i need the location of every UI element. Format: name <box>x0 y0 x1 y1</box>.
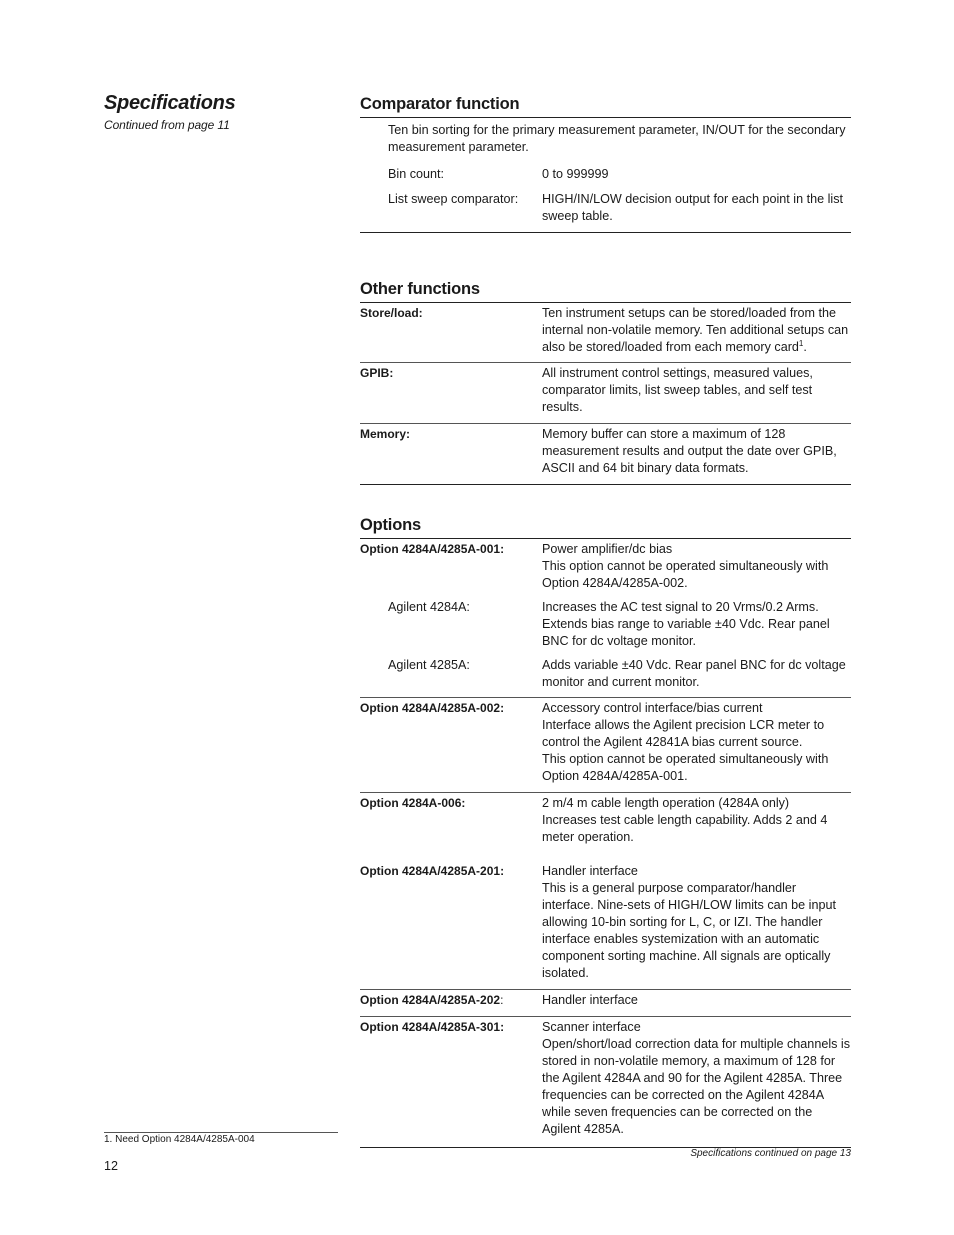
option-label: Option 4284A-006: <box>360 796 466 810</box>
spec-row <box>360 191 851 225</box>
option-row <box>360 697 851 785</box>
spec-value: Memory buffer can store a maximum of 128 measurement results and output the date over GPIB, ASCII and 64 bit binary data formats. <box>542 427 837 475</box>
option-label: Option 4284A/4285A-202: <box>360 993 504 1007</box>
section-heading: Comparator function <box>360 95 851 118</box>
spec-label: Memory: <box>360 427 411 441</box>
section-comparator <box>360 95 851 233</box>
option-label: Option 4284A/4285A-002: <box>360 701 505 715</box>
spec-label: Store/load: <box>360 306 423 320</box>
section-other-functions <box>360 280 851 485</box>
option-row <box>360 989 851 1009</box>
option-value: Increases the AC test signal to 20 Vrms/0.2 Arms. Extends bias range to variable ±40 Vdc. Rear panel BNC for dc voltage monitor. <box>542 600 830 648</box>
option-row <box>360 792 851 846</box>
footnote-marker: 1 <box>798 338 804 348</box>
option-value: Power amplifier/dc bias This option cannot be operated simultaneously with Option 4284A/4285A-002. <box>542 542 829 590</box>
spec-label: List sweep comparator: <box>388 192 519 206</box>
option-value: 2 m/4 m cable length operation (4284A only) Increases test cable length capability. Adds 2 and 4 meter operation. <box>542 796 828 844</box>
spec-row <box>360 362 851 416</box>
option-value: Accessory control interface/bias current Interface allows the Agilent precision LCR meter to control the Agilent 42841A bias current source. This option cannot be operated simultaneously with Option 4284A/4285A-001. <box>542 701 829 783</box>
spec-value: HIGH/IN/LOW decision output for each point in the list sweep table. <box>542 192 843 223</box>
section-options <box>360 516 851 1148</box>
section-end-rule <box>360 232 851 233</box>
section-end-rule <box>360 484 851 485</box>
page-number: 12 <box>104 1159 119 1173</box>
option-label: Option 4284A/4285A-301: <box>360 1020 505 1034</box>
spec-label: Bin count: <box>388 167 445 181</box>
continued-on-note: Specifications continued on page 13 <box>690 1148 851 1159</box>
spec-value: 0 to 999999 <box>542 167 609 181</box>
footnote-rule <box>104 1132 338 1133</box>
option-subrow <box>360 657 851 691</box>
continued-from-note: Continued from page 11 <box>104 118 230 132</box>
option-row <box>360 1016 851 1138</box>
spec-value: All instrument control settings, measured values, comparator limits, list sweep tables, and self test results. <box>542 366 813 414</box>
spec-row <box>360 303 851 356</box>
option-value: Handler interface This is a general purpose comparator/handler interface. Nine-sets of HIGH/LOW limits can be input allowing 10-bin sorting for L, C, or IZI. The handler interface enables systemization with an automatic component sorting machine. All signals are optically isolated. <box>542 864 836 980</box>
option-label: Option 4284A/4285A-001: <box>360 542 505 556</box>
spec-row <box>360 166 851 183</box>
section-heading: Options <box>360 516 851 539</box>
spec-row <box>360 423 851 477</box>
option-label: Agilent 4285A: <box>388 658 470 672</box>
spec-label: GPIB: <box>360 366 394 380</box>
option-value: Adds variable ±40 Vdc. Rear panel BNC for dc voltage monitor and current monitor. <box>542 658 846 689</box>
option-label: Option 4284A/4285A-201: <box>360 864 505 878</box>
option-row <box>360 863 851 982</box>
footnote: 1. Need Option 4284A/4285A-004 <box>104 1134 255 1145</box>
section-heading: Other functions <box>360 280 851 303</box>
comparator-intro: Ten bin sorting for the primary measurement parameter, IN/OUT for the secondary measurement parameter. <box>388 123 846 154</box>
page-title: Specifications <box>104 92 236 114</box>
option-value: Handler interface <box>542 993 638 1007</box>
spec-value: Ten instrument setups can be stored/loaded from the internal non-volatile memory. Ten additional setups can also be stored/loaded from each memory card$^1$. <box>542 306 849 354</box>
option-label: Agilent 4284A: <box>388 600 470 614</box>
option-value: Scanner interface Open/short/load correction data for multiple channels is stored in non-volatile memory, a maximum of 128 for the Agilent 4284A and 90 for the Agilent 4285A. Three frequencies can be corrected on the Agilent 4284A while seven frequencies can be corrected on the Agilent 4285A. <box>542 1020 851 1136</box>
option-subrow <box>360 599 851 650</box>
option-row <box>360 539 851 592</box>
